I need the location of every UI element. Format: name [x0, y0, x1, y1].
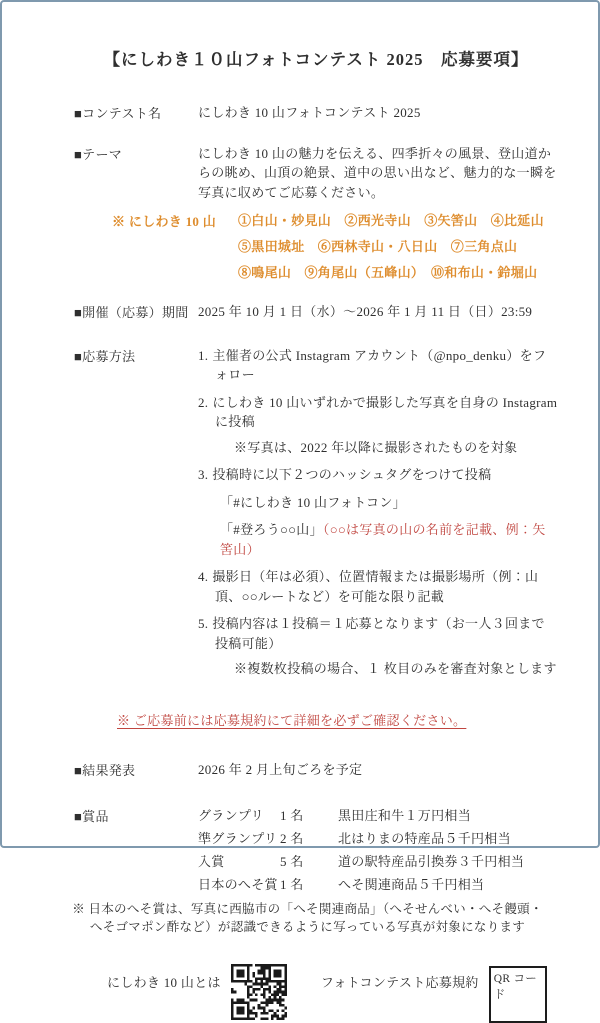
mountain-line: ①白山・妙見山 ②西光寺山 ③矢筈山 ④比延山	[238, 213, 544, 228]
step-text: 投稿時に以下２つのハッシュタグをつけて投稿	[212, 467, 492, 482]
contest-name-label: ■コンテスト名	[74, 106, 162, 121]
method-step-1	[198, 346, 558, 385]
prize-table	[198, 806, 558, 898]
hashtag-2-note: （○○は写真の山の名前を記載、例：矢筈山）	[220, 522, 546, 557]
theme-description: にしわき 10 山の魅力を伝える、四季折々の風景、登山道からの眺め、山頂の絶景、道中の思い出など、魅力的な一瞬を写真に収めてご応募ください。	[198, 145, 557, 200]
prize-name: 準グランプリ	[198, 831, 278, 846]
terms-warning: ※ ご応募前には応募規約にて詳細を必ずご確認ください。	[117, 712, 467, 728]
section-contest-name	[74, 103, 558, 123]
prize-desc: 北はりまの特産品５千円相当	[338, 831, 511, 846]
prize-name: 入賞	[198, 854, 225, 869]
step-number: 5.	[198, 616, 209, 631]
step-text: 主催者の公式 Instagram アカウント（@npo_denku）をフォロー	[212, 347, 547, 382]
prize-desc: 黒田庄和牛１万円相当	[338, 808, 472, 823]
prize-row	[198, 852, 558, 871]
mountain-list-heading: ※ にしわき 10 山	[112, 214, 217, 229]
method-steps	[198, 346, 558, 687]
period-label: ■開催（応募）期間	[74, 305, 189, 320]
step-number: 4.	[198, 569, 209, 584]
heso-prize-note: ※ 日本のへそ賞は、写真に西脇市の「へそ関連商品」（へそせんべい・へそ饅頭・へそゴマポン酢など）が認識できるように写っている写真が対象になります	[72, 902, 543, 934]
prize-row	[198, 829, 558, 848]
qr-placeholder-box	[489, 966, 547, 1023]
qr-right-label: フォトコンテスト応募規約	[320, 975, 479, 990]
section-result	[74, 760, 558, 780]
period-value: 2025 年 10 月 1 日（水）～2026 年 1 月 11 日（日）23:59	[198, 304, 533, 319]
section-method	[74, 346, 558, 687]
prizes-label: ■賞品	[74, 809, 109, 824]
mountain-line: ⑧鳴尾山 ⑨角尾山（五峰山） ⑩和布山・鈴堀山	[238, 265, 538, 280]
hashtag-2	[220, 520, 558, 559]
prize-desc: 道の駅特産品引換券３千円相当	[338, 854, 525, 869]
qr-left-label: にしわき 10 山とは	[107, 975, 221, 990]
qr-code-icon	[231, 964, 287, 1020]
step-5-note: ※複数枚投稿の場合、１ 枚目のみを審査対象とします	[234, 661, 557, 676]
result-value: 2026 年 2 月上旬ごろを予定	[198, 761, 363, 777]
qr-placeholder-label: QR コード	[493, 973, 538, 1001]
page-title: 【にしわき１０山フォトコンテスト 2025 応募要項】	[103, 50, 529, 69]
prize-name: グランプリ	[198, 808, 264, 823]
prize-row	[198, 806, 558, 825]
result-label: ■結果発表	[74, 762, 136, 778]
hashtag-2-text: 「#登ろう○○山」	[220, 522, 323, 537]
prize-count: 2 名	[280, 831, 304, 846]
method-step-4	[198, 567, 558, 606]
hashtag-1: 「#にしわき 10 山フォトコン」	[220, 494, 406, 510]
prize-name: 日本のへそ賞	[198, 877, 278, 892]
prize-count: 1 名	[280, 877, 304, 892]
step-text: 投稿内容は１投稿＝１応募となります（お一人３回まで投稿可能）	[212, 616, 545, 651]
step-number: 2.	[198, 394, 209, 410]
step-2-note: ※写真は、2022 年以降に撮影されたものを対象	[234, 439, 518, 455]
prize-count: 1 名	[280, 808, 304, 823]
method-step-3	[198, 465, 558, 485]
mountain-list-lines	[238, 211, 544, 289]
step-text: にしわき 10 山いずれかで撮影した写真を自身の Instagram に投稿	[212, 394, 558, 429]
theme-label: ■テーマ	[74, 146, 123, 162]
prize-count: 5 名	[280, 854, 304, 869]
mountain-list	[112, 211, 558, 289]
contest-name-value: にしわき 10 山フォトコンテスト 2025	[198, 105, 421, 120]
step-number: 1.	[198, 347, 209, 363]
prize-desc: へそ関連商品５千円相当	[338, 877, 485, 892]
mountain-line: ⑤黒田城址 ⑥西林寺山・八日山 ⑦三角点山	[238, 239, 518, 254]
section-prizes	[74, 806, 558, 898]
prize-row	[198, 875, 558, 894]
method-label: ■応募方法	[74, 348, 136, 364]
method-step-2	[198, 393, 558, 432]
footer	[107, 964, 558, 1023]
method-step-5	[198, 614, 558, 653]
section-theme	[74, 144, 558, 203]
step-text: 撮影日（年は必須）、位置情報または撮影場所（例：山頂、○○ルートなど）を可能な限り記載	[212, 569, 539, 604]
step-number: 3.	[198, 467, 209, 482]
section-period	[74, 302, 558, 322]
